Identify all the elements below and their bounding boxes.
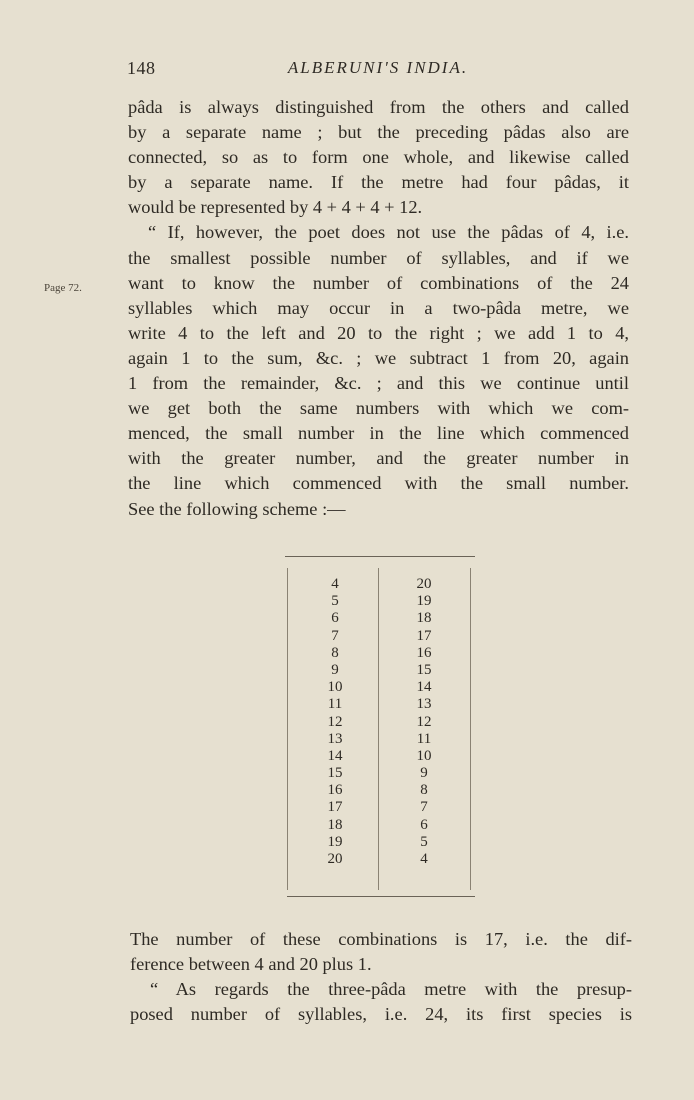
left-column — [305, 576, 365, 868]
table-cell: 5 — [331, 593, 339, 610]
page-number: 148 — [127, 58, 156, 78]
text-line: write 4 to the left and 20 to the right ; we add 1 to 4, — [128, 322, 629, 343]
scheme-table — [285, 556, 475, 898]
table-cell: 14 — [416, 679, 432, 696]
table-cell: 20 — [416, 576, 432, 592]
table-cell: 17 — [327, 799, 343, 816]
table-cell: 13 — [416, 696, 432, 713]
table-cell: 13 — [327, 730, 343, 747]
text-line: pâda is always distinguished from the others and called — [128, 97, 629, 117]
table-cell: 8 — [331, 644, 339, 661]
right-column — [394, 576, 454, 868]
text-line: with the greater number, and the greater number in — [128, 448, 629, 469]
table-cell: 14 — [327, 747, 343, 764]
table-cell: 9 — [331, 661, 339, 678]
table-cell: 15 — [416, 661, 432, 678]
text-line: the smallest possible number of syllables, and if we — [128, 247, 629, 268]
table-cell: 15 — [327, 765, 343, 782]
table-top-rule — [285, 556, 475, 557]
table-cell: 9 — [420, 765, 428, 782]
table-cell: 20 — [327, 851, 343, 867]
text-line: the line which commenced with the small number. — [128, 473, 629, 494]
table-cell: 16 — [416, 644, 432, 661]
table-cell: 8 — [420, 782, 428, 799]
text-line: connected, so as to form one whole, and likewise called — [128, 147, 629, 168]
running-title: ALBERUNI'S INDIA. — [287, 58, 469, 77]
table-cell: 5 — [420, 833, 428, 850]
table-cell: 10 — [416, 747, 432, 764]
table-right-rule — [470, 568, 471, 890]
table-cell: 19 — [416, 593, 432, 610]
text-line: syllables which may occur in a two-pâda metre, we — [128, 297, 629, 318]
table-cell: 12 — [327, 713, 343, 730]
main-paragraphs — [128, 95, 629, 522]
text-line: See the following scheme :— — [128, 498, 346, 519]
text-line: would be represented by 4 + 4 + 4 + 12. — [128, 197, 423, 218]
table-cell: 7 — [420, 799, 428, 816]
table-cell: 19 — [327, 833, 343, 850]
table-cell: 6 — [331, 610, 339, 627]
table-cell: 12 — [416, 713, 432, 730]
text-line: by a separate name. If the metre had four pâdas, it — [128, 172, 629, 193]
table-cell: 16 — [327, 782, 343, 799]
text-line: we get both the same numbers with which we com- — [128, 398, 629, 419]
text-line: want to know the number of combinations of the 24 — [128, 272, 629, 293]
text-line: 1 from the remainder, &c. ; and this we continue until — [128, 373, 629, 394]
table-cell: 18 — [327, 816, 343, 833]
table-cell: 11 — [416, 730, 432, 747]
text-line: posed number of syllables, i.e. 24, its first species is — [130, 1004, 632, 1025]
table-cell: 4 — [331, 576, 339, 592]
margin-page-reference: Page 72. — [44, 282, 82, 294]
text-line: by a separate name ; but the preceding pâdas also are — [128, 122, 629, 143]
table-cell: 6 — [420, 816, 428, 833]
text-line: again 1 to the sum, &c. ; we subtract 1 from 20, again — [128, 347, 629, 368]
table-cell: 18 — [416, 610, 432, 627]
table-left-rule — [287, 568, 288, 890]
text-line: The number of these combinations is 17, i.e. the dif- — [130, 929, 632, 949]
table-center-rule — [378, 568, 379, 890]
text-line: menced, the small number in the line which commenced — [128, 423, 629, 444]
table-cell: 10 — [327, 679, 343, 696]
text-line: ference between 4 and 20 plus 1. — [130, 954, 372, 975]
closing-paragraphs — [130, 927, 632, 1027]
table-cell: 4 — [420, 851, 428, 867]
table-bottom-rule — [287, 896, 475, 897]
page-header — [127, 58, 629, 82]
table-cell: 11 — [327, 696, 343, 713]
table-cell: 17 — [416, 627, 432, 644]
text-line: “ If, however, the poet does not use the pâdas of 4, i.e. — [148, 222, 629, 243]
text-line: “ As regards the three-pâda metre with the presup- — [150, 979, 632, 1000]
table-cell: 7 — [331, 627, 339, 644]
